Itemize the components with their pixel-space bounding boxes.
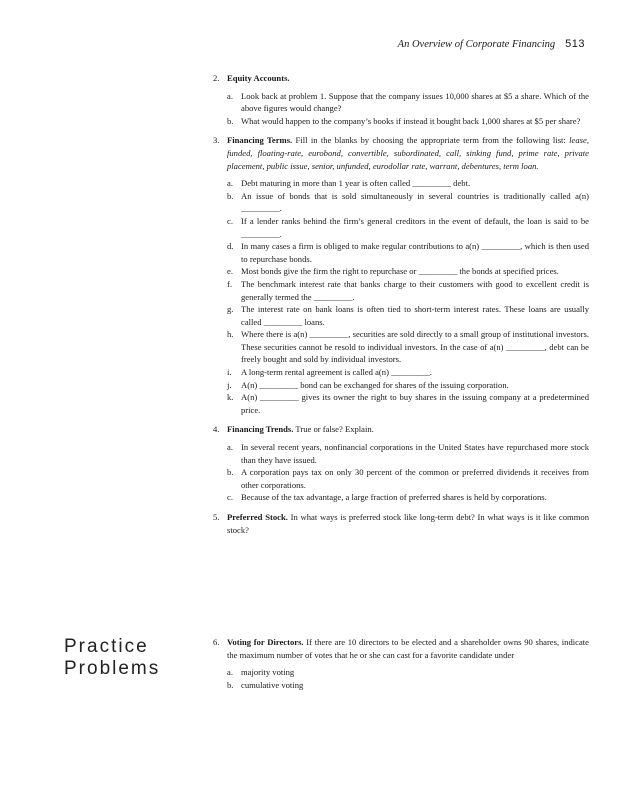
term-list: lease, funded, floating-rate, eurobond, convertible, subordinated, call, sinking fund, prime rate, private placement, public issue, senior, unfunded, eurodollar rate, warrant, debentures, term loan. [227, 135, 589, 171]
problem-title: Financing Trends. [227, 424, 294, 435]
sub-item-letter: g. [227, 304, 234, 315]
sub-item-letter: k. [227, 392, 234, 403]
sub-item [227, 491, 589, 504]
problem-text: Fill in the blanks by choosing the appropriate term from the following list: [295, 135, 566, 146]
sub-item-letter: j. [227, 379, 232, 390]
sub-items [227, 177, 589, 416]
problem-number: 4. [213, 424, 220, 435]
sub-item-letter: c. [227, 215, 233, 226]
sub-item-letter: b. [227, 115, 234, 126]
sub-item-text: A(n) _________ bond can be exchanged for shares of the issuing corporation. [241, 379, 509, 390]
problem-text: If there are 10 directors to be elected and a shareholder owns 90 shares, indicate the maximum number of votes that he or she can cast for a favorite candidate under [227, 637, 589, 660]
section-heading-line2: Problems [64, 658, 161, 679]
sub-item-letter: e. [227, 266, 233, 277]
sub-item [227, 391, 589, 416]
problem [213, 636, 589, 691]
problem [213, 72, 589, 127]
sub-item-text: Because of the tax advantage, a large fraction of preferred shares is held by corporations. [241, 492, 547, 503]
running-header [398, 38, 585, 50]
sub-item-text: Most bonds give the firm the right to repurchase or _________ the bonds at specified prices. [241, 266, 559, 277]
sub-item-letter: a. [227, 442, 233, 453]
section-heading-line1: Practice [64, 636, 149, 657]
sub-items [227, 90, 589, 128]
sub-item [227, 265, 589, 278]
sub-item-text: A long-term rental agreement is called a(n) _________. [241, 367, 432, 378]
sub-item-letter: h. [227, 329, 234, 340]
sub-item [227, 666, 589, 679]
problems-list [213, 72, 589, 543]
problem-number: 3. [213, 135, 220, 146]
sub-item [227, 679, 589, 692]
problem-number: 5. [213, 512, 220, 522]
sub-item-text: An issue of bonds that is sold simultaneously in several countries is traditionally called a(n) _________. [241, 190, 589, 214]
sub-item [227, 303, 589, 328]
sub-item-text: In several recent years, nonfinancial corporations in the United States have repurchased more stock than they have issued. [241, 442, 589, 465]
problem-title: Voting for Directors. [227, 637, 304, 647]
problem-text: In what ways is preferred stock like long-term debt? In what ways is it like common stock? [227, 512, 589, 535]
sub-item-letter: f. [227, 278, 233, 289]
sub-items [227, 666, 589, 691]
problem-6 [213, 636, 589, 698]
sub-item [227, 240, 589, 265]
problem [213, 423, 589, 504]
sub-item-letter: a. [227, 178, 233, 189]
sub-item-text: In many cases a firm is obliged to make regular contributions to a(n) _________, which is then used to repurchase bonds. [241, 241, 589, 264]
sub-item [227, 441, 589, 466]
sub-item-letter: b. [227, 679, 234, 690]
sub-item-text: majority voting [241, 667, 295, 678]
problem-body [227, 636, 589, 661]
sub-items [227, 441, 589, 504]
page-number: 513 [565, 38, 585, 50]
section-heading-practice-problems [64, 636, 160, 680]
sub-item-text: A corporation pays tax on only 30 percent of the common or preferred dividends it receives from other corporations. [241, 467, 589, 490]
sub-item [227, 379, 589, 392]
problem-body [227, 134, 589, 172]
problem [213, 511, 589, 536]
sub-item-letter: b. [227, 190, 234, 201]
sub-item [227, 90, 589, 115]
problem-body [227, 72, 589, 85]
problem [213, 134, 589, 416]
sub-item [227, 115, 589, 128]
problem-body [227, 511, 589, 536]
sub-item [227, 466, 589, 491]
sub-item-text: The interest rate on bank loans is often tied to short-term interest rates. These loans are usually called _________ loans. [241, 304, 589, 327]
problem-title: Financing Terms. [227, 135, 293, 146]
sub-item-text: Look back at problem 1. Suppose that the company issues 10,000 shares at $5 a share. Which of the above figures would change? [241, 90, 589, 114]
sub-item-letter: a. [227, 90, 233, 101]
sub-item-letter: i. [227, 367, 232, 378]
sub-item-letter: b. [227, 467, 234, 478]
sub-item [227, 177, 589, 190]
problem-title: Equity Accounts. [227, 73, 290, 83]
sub-item-text: The benchmark interest rate that banks charge to their customers with good to excellent credit is generally termed the _________. [241, 278, 589, 302]
sub-item-text: cumulative voting [241, 679, 304, 690]
sub-item-letter: d. [227, 241, 234, 252]
sub-item-text: A(n) _________ gives its owner the right to buy shares in the issuing company at a predetermined price. [241, 392, 589, 415]
sub-item-text: What would happen to the company’s books if instead it bought back 1,000 shares at $5 per share? [241, 115, 581, 126]
sub-item-text: Where there is a(n) _________, securities are sold directly to a small group of institutional investors. These securities cannot be resold to individual investors. In the case of a(n) _________, debt can be freely bought and sold by individual investors. [241, 329, 589, 365]
problem-number: 6. [213, 637, 220, 647]
sub-item-letter: a. [227, 667, 233, 678]
sub-item [227, 190, 589, 215]
problem-text: True or false? Explain. [295, 424, 374, 435]
sub-item [227, 215, 589, 240]
sub-item-text: Debt maturing in more than 1 year is often called _________ debt. [241, 178, 471, 189]
problem-body [227, 423, 589, 436]
sub-item [227, 278, 589, 303]
sub-item-text: If a lender ranks behind the firm’s general creditors in the event of default, the loan is said to be _________. [241, 215, 589, 239]
problem-title: Preferred Stock. [227, 512, 288, 522]
header-title: An Overview of Corporate Financing [397, 39, 556, 50]
problem-number: 2. [213, 73, 220, 83]
sub-item [227, 328, 589, 366]
sub-item [227, 366, 589, 379]
sub-item-letter: c. [227, 492, 233, 503]
